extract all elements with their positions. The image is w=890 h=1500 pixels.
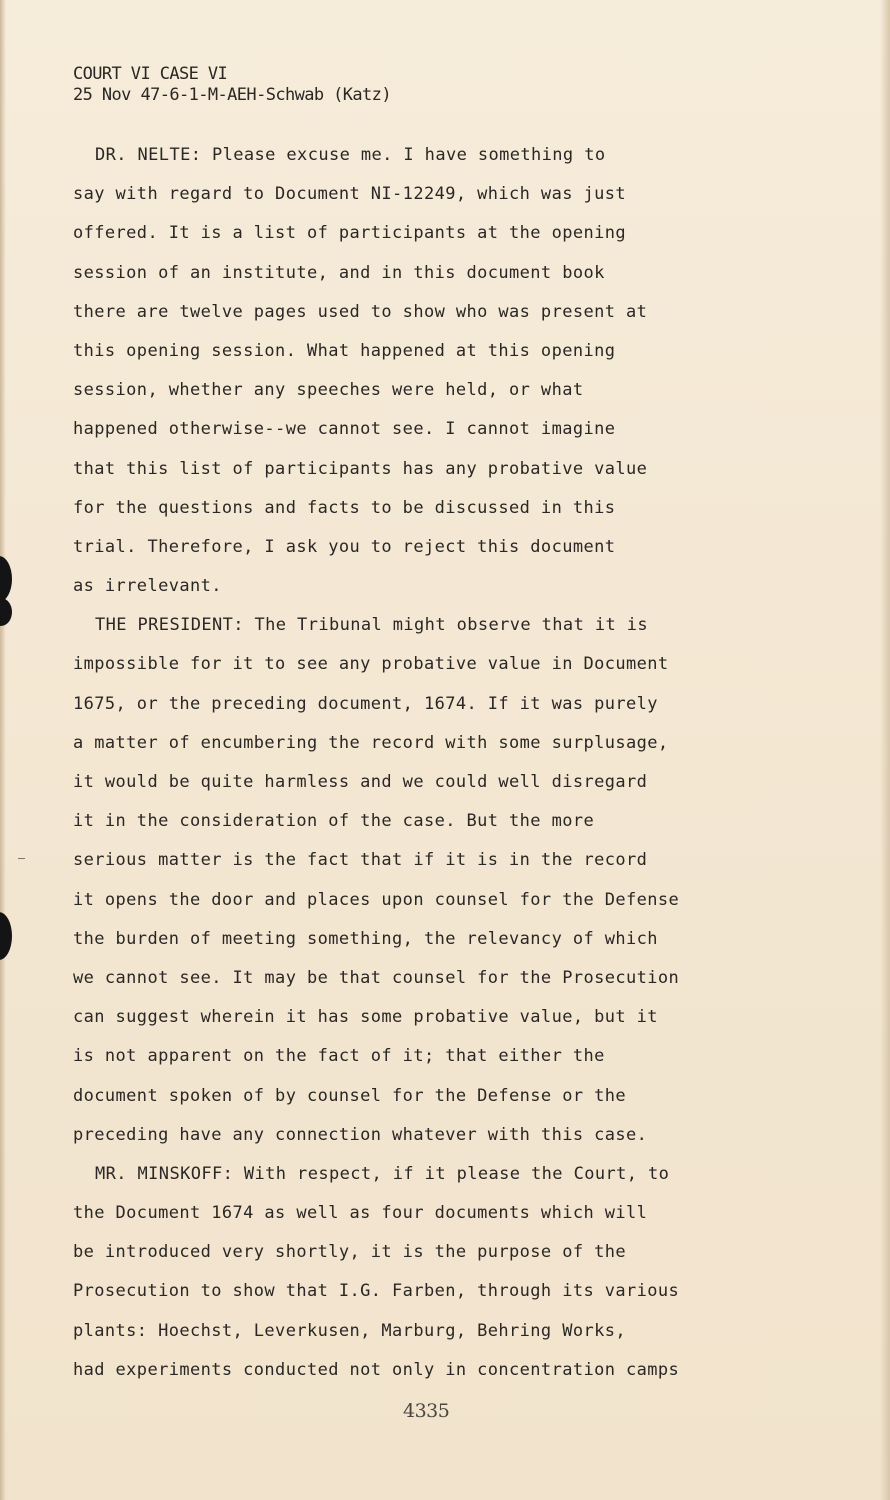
transcript-line: it would be quite harmless and we could well disregard <box>73 772 648 792</box>
transcript-line: impossible for it to see any probative value in Document <box>73 654 669 675</box>
transcript-line: for the questions and facts to be discussed in this <box>73 497 616 518</box>
transcript-line: the Document 1674 as well as four documents which will <box>73 1203 648 1224</box>
punch-hole-middle <box>0 912 12 960</box>
transcript-line: it opens the door and places upon counsel for the Defense <box>73 889 680 910</box>
transcript-line: MR. MINSKOFF: With respect, if it please the Court, to <box>95 1163 670 1184</box>
transcript-line: serious matter is the fact that if it is in the record <box>73 850 648 871</box>
transcript-line: offered. It is a list of participants at the opening <box>73 223 627 244</box>
transcript-line: THE PRESIDENT: The Tribunal might observe that it is <box>95 615 649 636</box>
transcript-line: preceding have any connection whatever with this case. <box>73 1124 648 1145</box>
transcript-line: trial. Therefore, I ask you to reject this document <box>73 536 616 557</box>
page-number: 4335 <box>403 1400 450 1422</box>
case-header-session: 25 Nov 47-6-1-M-AEH-Schwab (Katz) <box>73 85 391 105</box>
transcript-line: that this list of participants has any probative value <box>73 458 648 479</box>
transcript-line: 1675, or the preceding document, 1674. If it was purely <box>73 693 658 714</box>
transcript-line: we cannot see. It may be that counsel for the Prosecution <box>73 967 680 988</box>
transcript-line: session of an institute, and in this document book <box>73 262 605 283</box>
paper-edge-right <box>880 0 890 1500</box>
transcript-line: this opening session. What happened at this opening <box>73 340 616 361</box>
case-header <box>73 64 391 106</box>
transcript-line: document spoken of by counsel for the Defense or the <box>73 1085 627 1106</box>
transcript-line: say with regard to Document NI-12249, which was just <box>73 184 627 205</box>
transcript-line: there are twelve pages used to show who was present at <box>73 301 648 322</box>
transcript-body <box>73 140 773 1394</box>
transcript-line: had experiments conducted not only in concentration camps <box>73 1359 680 1380</box>
transcript-line: as irrelevant. <box>73 576 222 597</box>
punch-hole-fragment <box>0 598 12 626</box>
transcript-line: session, whether any speeches were held, or what <box>73 380 584 401</box>
transcript-line: DR. NELTE: Please excuse me. I have something to <box>95 145 606 165</box>
margin-mark <box>18 858 25 859</box>
transcript-line: a matter of encumbering the record with some surplusage, <box>73 732 669 753</box>
transcript-line: Prosecution to show that I.G. Farben, through its various <box>73 1281 680 1302</box>
transcript-line: it in the consideration of the case. But the more <box>73 811 595 832</box>
transcript-line: plants: Hoechst, Leverkusen, Marburg, Behring Works, <box>73 1320 627 1341</box>
case-header-court: COURT VI CASE VI <box>73 64 228 84</box>
transcript-line: is not apparent on the fact of it; that either the <box>73 1046 605 1067</box>
paper-edge-left <box>0 0 6 1500</box>
punch-hole-top <box>0 556 12 602</box>
transcript-line: happened otherwise--we cannot see. I cannot imagine <box>73 419 616 440</box>
transcript-line: can suggest wherein it has some probative value, but it <box>73 1007 658 1028</box>
transcript-line: be introduced very shortly, it is the purpose of the <box>73 1242 627 1263</box>
transcript-line: the burden of meeting something, the relevancy of which <box>73 928 658 949</box>
